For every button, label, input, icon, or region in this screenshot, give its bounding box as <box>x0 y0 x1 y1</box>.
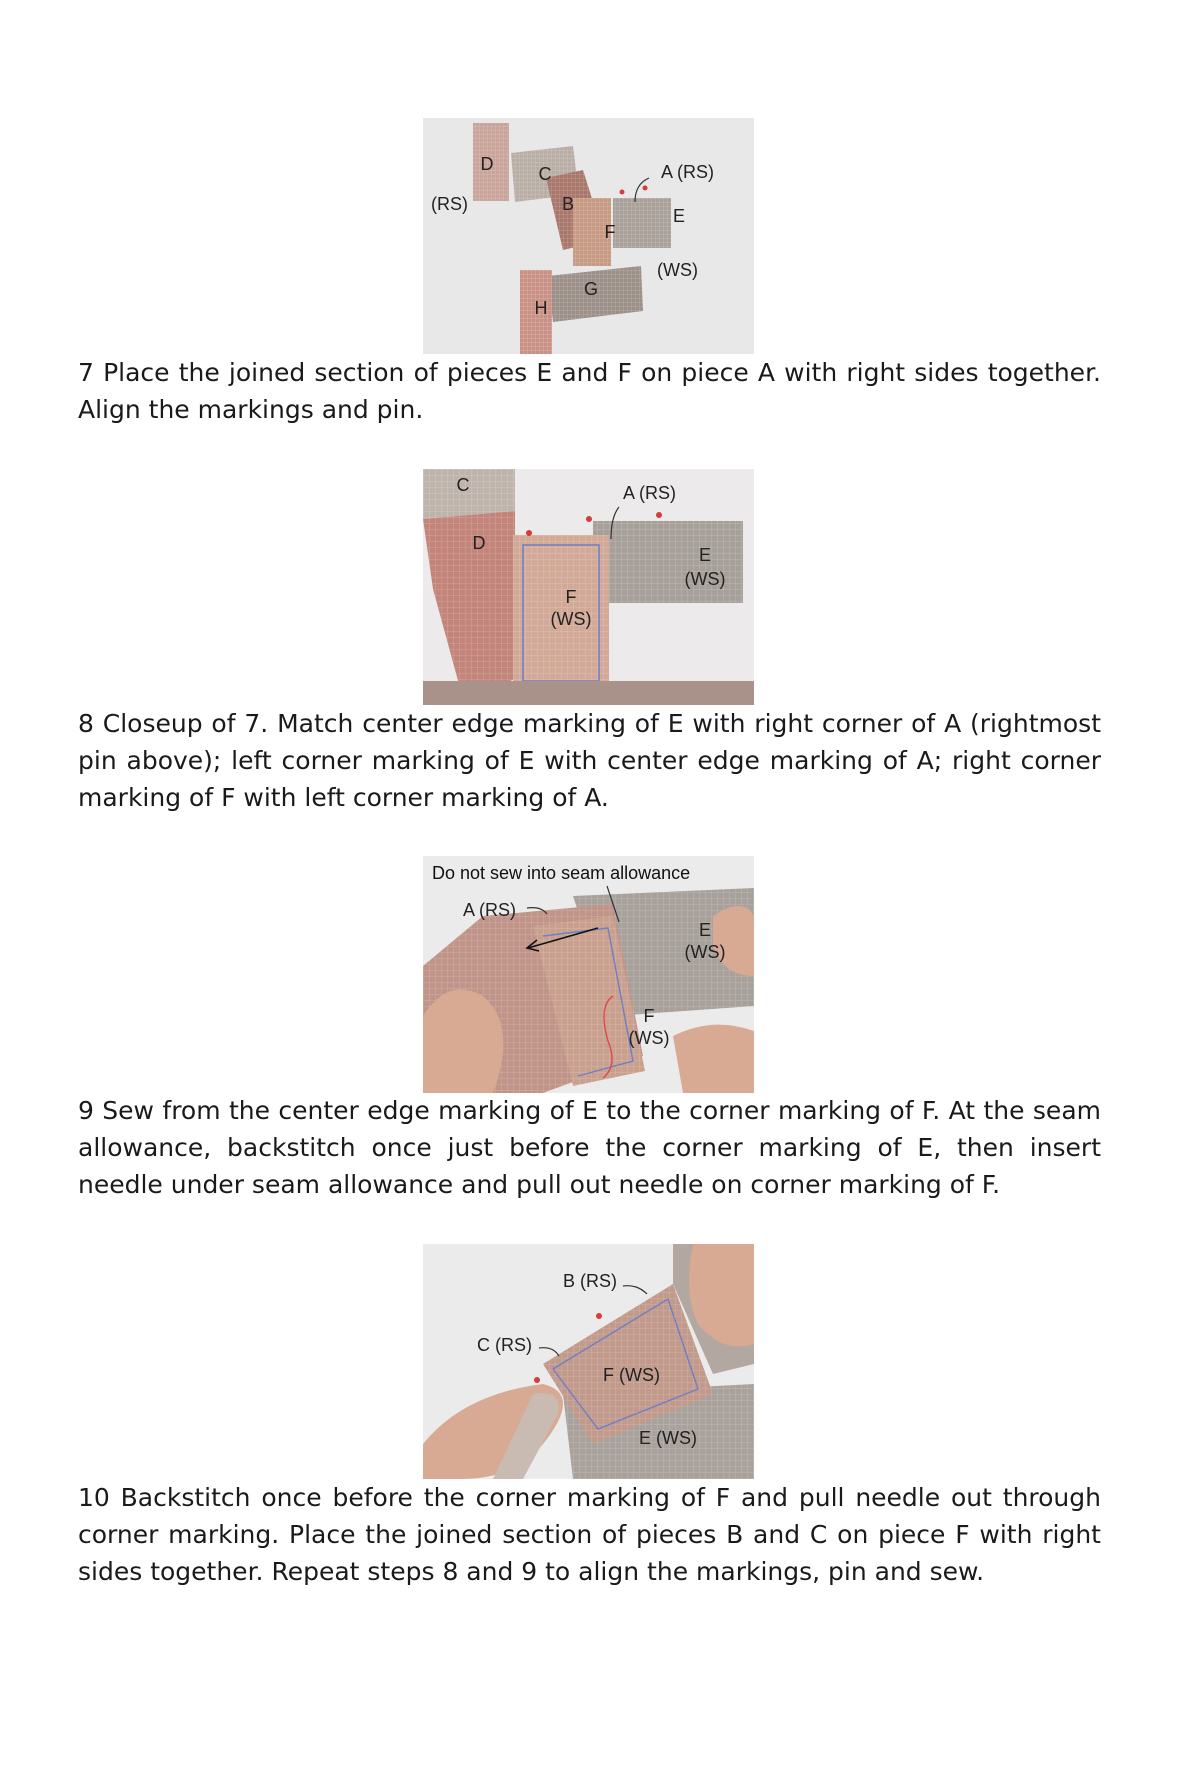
photo-label: F <box>643 1006 655 1026</box>
photo-label: (WS) <box>628 1028 670 1048</box>
hand <box>423 989 503 1093</box>
photo-label: E (WS) <box>639 1428 697 1448</box>
step-8-photo <box>423 469 754 705</box>
photo-label: E <box>672 206 686 226</box>
step-10-photo <box>423 1244 754 1479</box>
photo-label: B <box>561 194 575 214</box>
photo-label: A (RS) <box>463 900 517 920</box>
step-9-instruction: 9 Sew from the center edge marking of E to the corner marking of F. At the seam allowance, backstitch once just before the corner marking of E, then insert needle under seam allowance and pull out needle on corner marking of F. <box>78 1096 1101 1199</box>
photo-label: (WS) <box>550 609 592 629</box>
photo-label: C <box>538 164 552 184</box>
photo-label: E <box>698 920 712 940</box>
hand <box>673 1025 754 1093</box>
step-8-illustration <box>423 469 754 705</box>
pin-icon <box>534 1377 540 1383</box>
photo-label: A (RS) <box>623 483 677 503</box>
photo-label: B (RS) <box>563 1271 617 1291</box>
step-7-photo <box>423 118 754 354</box>
photo-label: C <box>456 475 470 495</box>
pin-icon <box>526 530 532 536</box>
pin-icon <box>643 186 648 191</box>
photo-label: F <box>565 587 577 607</box>
photo-label: A (RS) <box>661 162 715 182</box>
photo-label: (WS) <box>657 260 698 280</box>
pin-icon <box>596 1313 602 1319</box>
photo-label: F <box>604 222 616 242</box>
photo-label: Do not sew into seam allowance <box>432 863 691 883</box>
photo-label: (WS) <box>684 942 726 962</box>
pin-icon <box>586 516 592 522</box>
step-10-illustration <box>423 1244 754 1479</box>
step-10-instruction: 10 Backstitch once before the corner marking of F and pull needle out through corner marking. Place the joined section of pieces B and C on piece F with right sides together. Repeat steps 8 and 9 to align the markings, pin and sew. <box>78 1483 1101 1586</box>
photo-label: E <box>698 545 712 565</box>
step-8-instruction: 8 Closeup of 7. Match center edge marking of E with right corner of A (rightmost pin above); left corner marking of E with center edge marking of A; right corner marking of F with left corner marking of A. <box>78 709 1101 812</box>
photo-label: G <box>583 279 599 299</box>
step-9-illustration <box>423 856 754 1093</box>
step-9-photo <box>423 856 754 1093</box>
photo-label: C (RS) <box>477 1335 532 1355</box>
photo-label: H <box>534 298 548 318</box>
photo-label: (WS) <box>684 569 726 589</box>
pin-icon <box>620 190 625 195</box>
photo-label: F (WS) <box>603 1365 660 1385</box>
pin-icon <box>656 512 662 518</box>
step-7-illustration <box>423 118 754 354</box>
photo-label: D <box>480 154 494 174</box>
step-7-instruction: 7 Place the joined section of pieces E and F on piece A with right sides together. Align the markings and pin. <box>78 358 1101 424</box>
photo-label: (RS) <box>431 194 468 214</box>
photo-label: D <box>472 533 486 553</box>
